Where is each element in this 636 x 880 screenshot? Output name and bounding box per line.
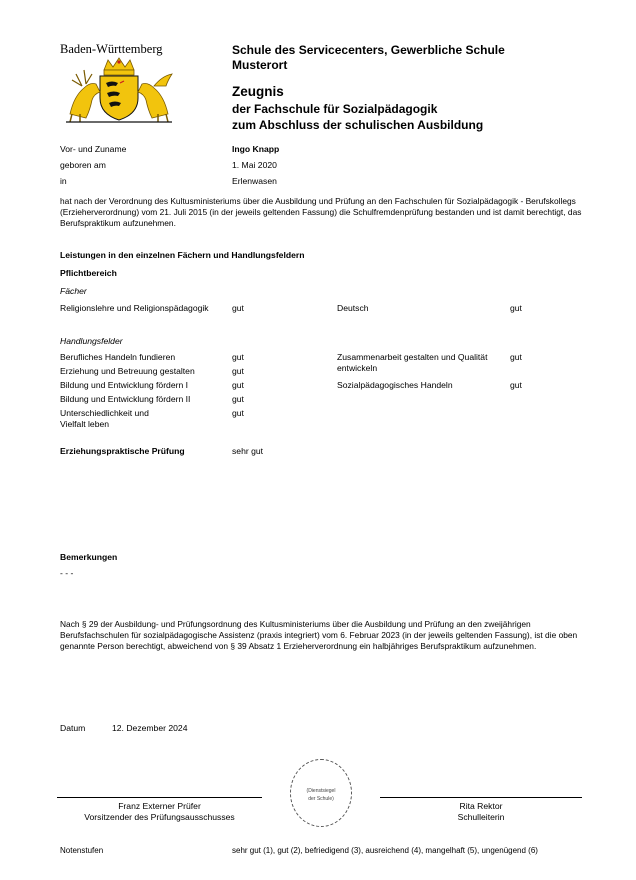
seal-text-2: der Schule) xyxy=(308,796,334,802)
birthplace-label: in xyxy=(60,176,67,186)
practical-exam-grade: sehr gut xyxy=(232,446,264,456)
signature-line-left xyxy=(57,797,262,798)
certificate-subtitle-2: zum Abschluss der schulischen Ausbildung xyxy=(232,118,484,132)
birth-date: 1. Mai 2020 xyxy=(232,160,277,170)
date-value: 12. Dezember 2024 xyxy=(112,723,188,733)
school-town: Musterort xyxy=(232,58,288,72)
subject-name: Deutsch xyxy=(337,303,369,313)
examiner-role: Vorsitzender des Prüfungsausschusses xyxy=(84,812,235,822)
remarks-text: - - - xyxy=(60,568,74,578)
subject-grade: gut xyxy=(232,303,244,313)
field-name: Erziehung und Betreuung gestalten xyxy=(60,366,195,376)
person-name: Ingo Knapp xyxy=(232,144,280,154)
principal-role: Schulleiterin xyxy=(457,812,505,822)
birthplace: Erlenwasen xyxy=(232,176,277,186)
field-grade: gut xyxy=(232,394,244,404)
certificate-title: Zeugnis xyxy=(232,84,284,99)
principal-name: Rita Rektor xyxy=(459,801,503,811)
coat-of-arms-icon xyxy=(60,56,178,124)
practical-exam-label: Erziehungspraktische Prüfung xyxy=(60,446,185,456)
intro-text: hat nach der Verordnung des Kultusministeriums über die Ausbildung und Prüfung an den Fachschulen für Sozialpädagogik - Berufskollegs (Erzieherverordnung) vom 21. Juli 2015 (in der jeweils geltenden Fassung) die Schulfremdenprüfung bestanden und ist damit berechtigt, das Berufspraktikum aufzunehmen. xyxy=(60,196,582,229)
field-grade: gut xyxy=(510,352,522,362)
field-grade: gut xyxy=(510,380,522,390)
seal-text-1: (Dienstsiegel xyxy=(306,788,336,794)
field-name: Berufliches Handeln fundieren xyxy=(60,352,176,362)
date-label: Datum xyxy=(60,723,86,733)
subjects-label: Fächer xyxy=(60,286,87,296)
certificate-subtitle-1: der Fachschule für Sozialpädagogik xyxy=(232,102,438,116)
field-name: Sozialpädagogisches Handeln xyxy=(337,380,453,390)
subject-name: Religionslehre und Religionspädagogik xyxy=(60,303,209,313)
born-label: geboren am xyxy=(60,160,106,170)
mandatory-heading: Pflichtbereich xyxy=(60,268,117,278)
school-name: Schule des Servicecenters, Gewerbliche Schule xyxy=(232,43,505,57)
field-name: Zusammenarbeit gestalten und Qualität entwickeln xyxy=(337,352,488,373)
field-name: Bildung und Entwicklung fördern II xyxy=(60,394,191,404)
subject-grade: gut xyxy=(510,303,522,313)
field-grade: gut xyxy=(232,408,244,418)
remarks-heading: Bemerkungen xyxy=(60,552,118,562)
field-grade: gut xyxy=(232,380,244,390)
fields-label: Handlungsfelder xyxy=(60,336,123,346)
legal-note: Nach § 29 der Ausbildung- und Prüfungsordnung des Kultusministeriums über die Ausbildung und Prüfung an den zweijährigen Berufsfachschulen für sozialpädagogische Assistenz (praxis integriert) vom 6. Februar 2023 (in der jeweils geltenden Fassung), ist die oben genannte Person berechtigt, abweichend von § 39 Absatz 1 Erzieherverordnung ein halbjähriges Berufspraktikum aufzunehmen. xyxy=(60,619,578,652)
field-grade: gut xyxy=(232,366,244,376)
field-grade: gut xyxy=(232,352,244,362)
examiner-name: Franz Externer Prüfer xyxy=(118,801,201,811)
name-label: Vor- und Zuname xyxy=(60,144,127,154)
grades-heading: Leistungen in den einzelnen Fächern und Handlungsfeldern xyxy=(60,250,305,260)
grading-scale-label: Notenstufen xyxy=(60,846,104,855)
grading-scale-text: sehr gut (1), gut (2), befriedigend (3), ausreichend (4), mangelhaft (5), ungenügend (6) xyxy=(232,846,538,855)
field-name: Unterschiedlichkeit und Vielfalt leben xyxy=(60,408,149,429)
state-name: Baden-Württemberg xyxy=(60,42,163,56)
field-name: Bildung und Entwicklung fördern I xyxy=(60,380,189,390)
signature-line-right xyxy=(380,797,582,798)
